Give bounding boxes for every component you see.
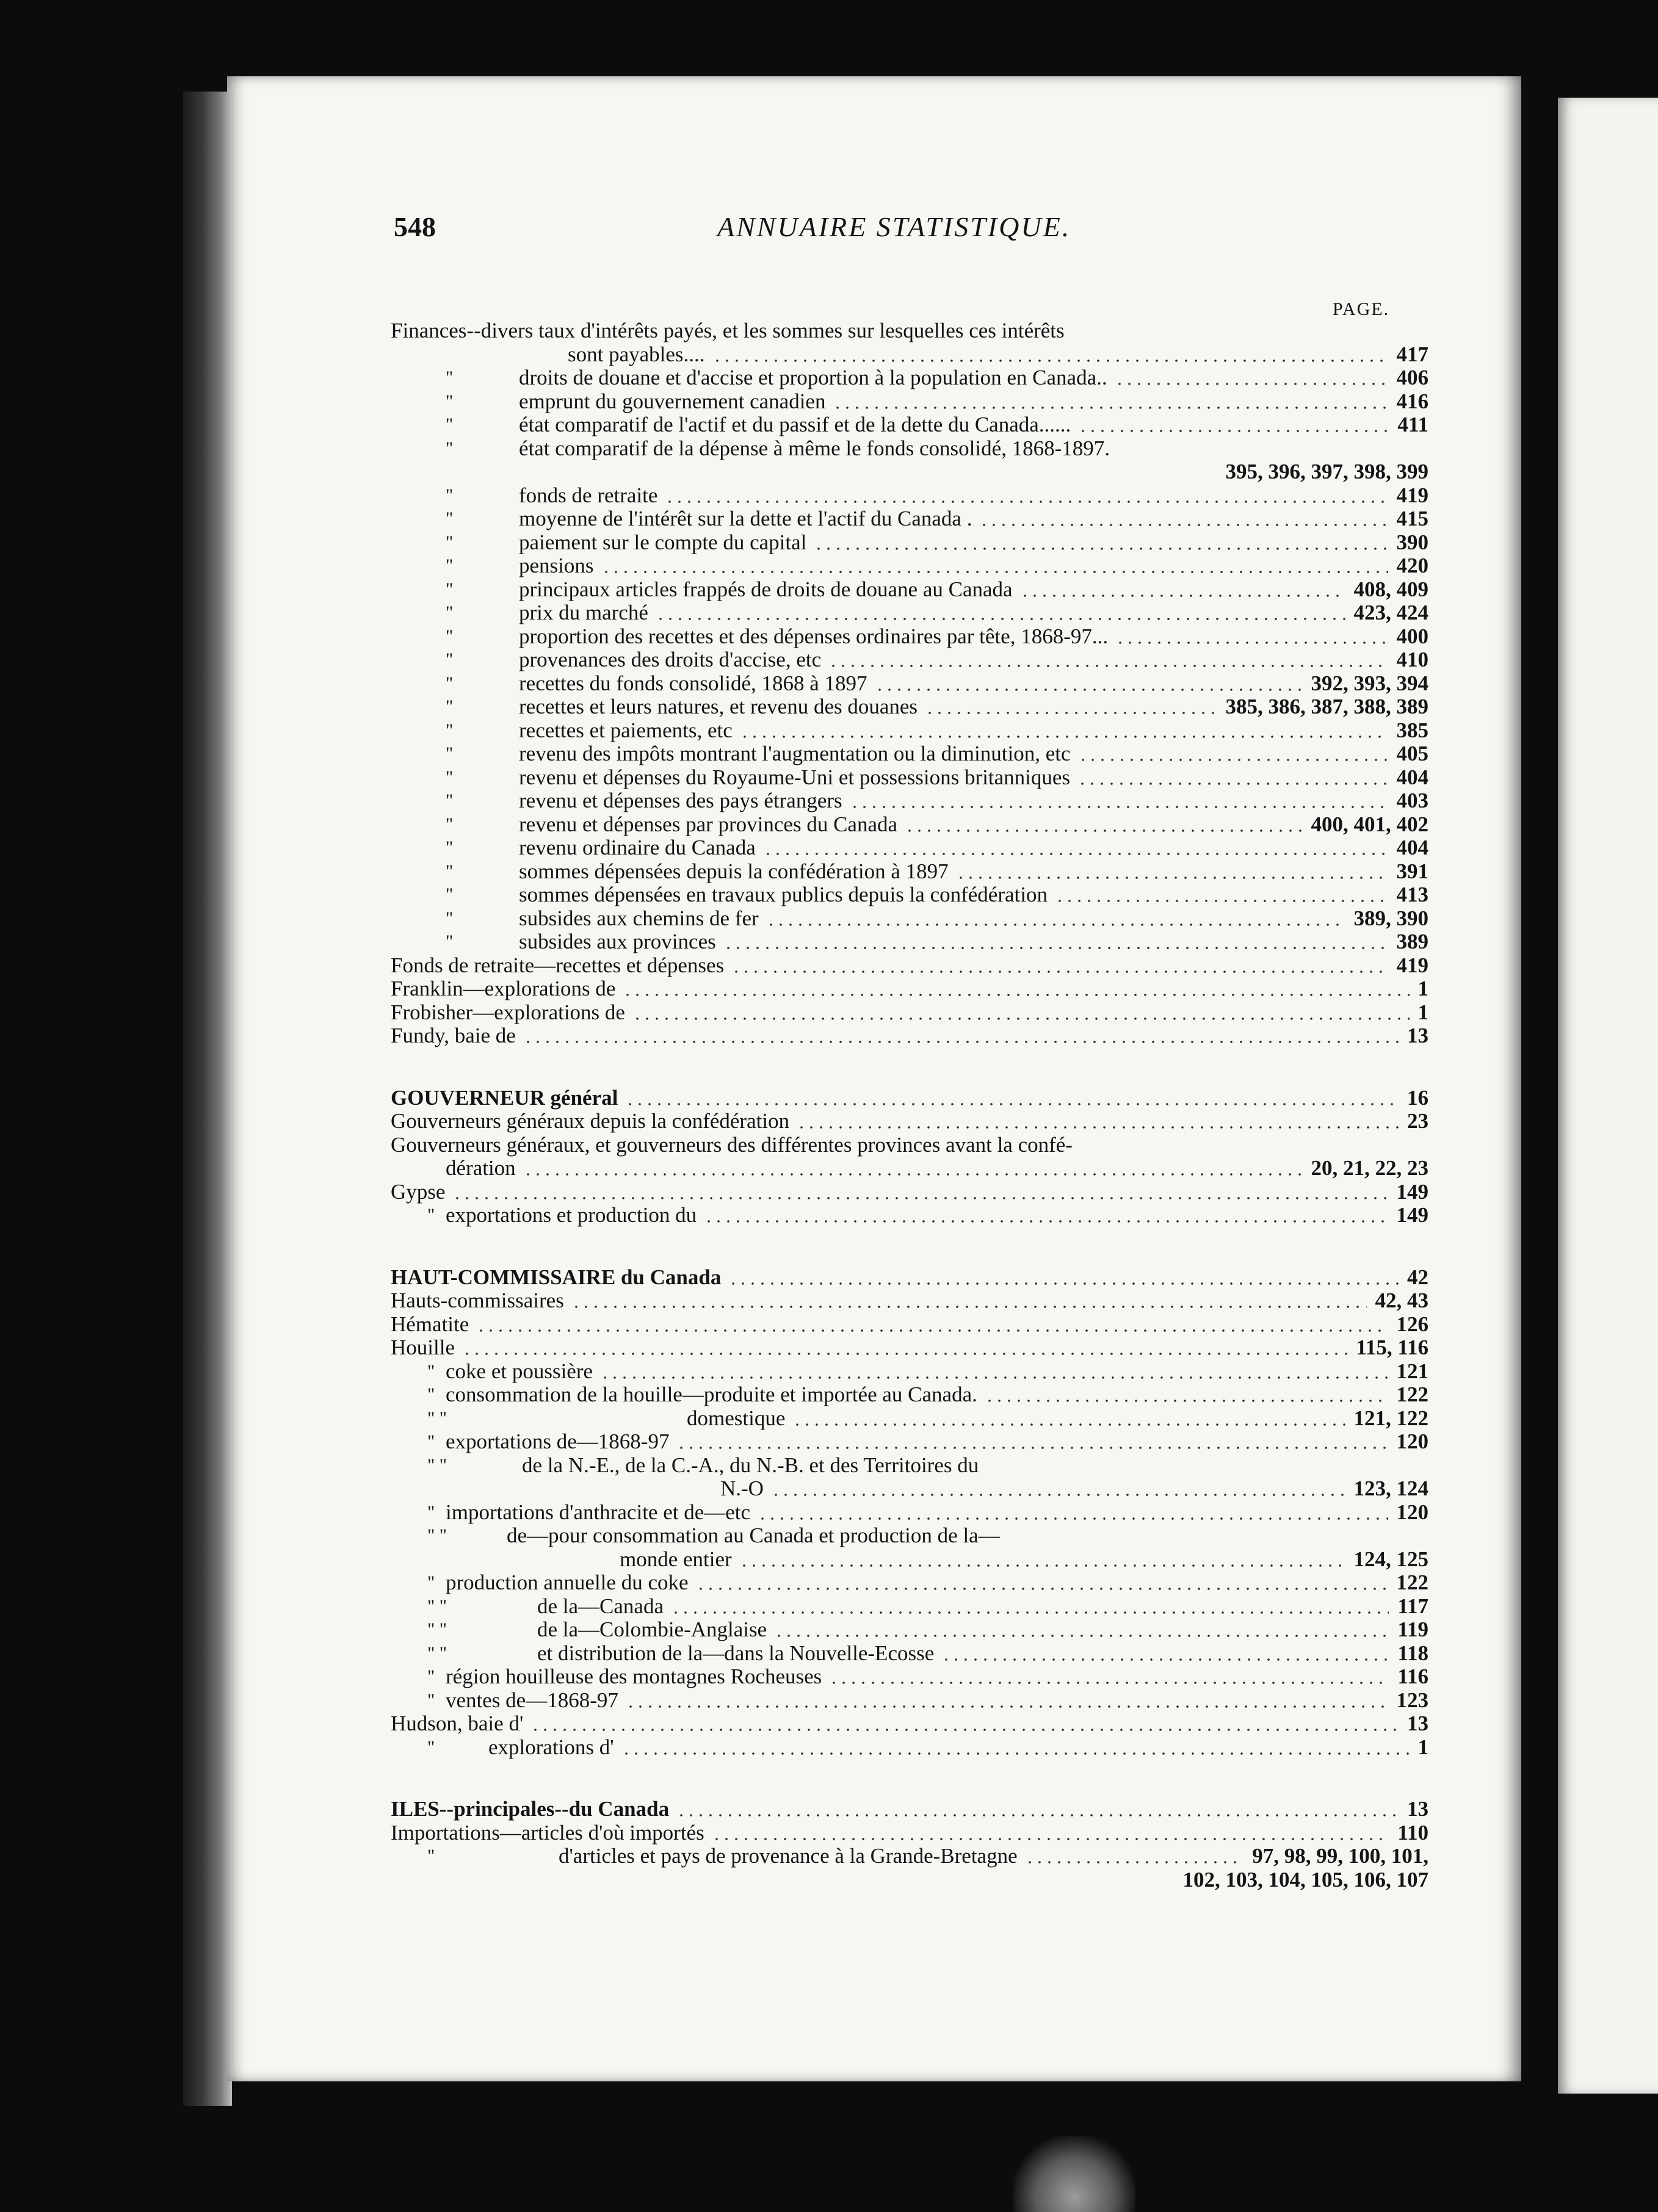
entry-text: domestique xyxy=(687,1406,786,1430)
entry-text: paiement sur le compte du capital xyxy=(519,530,807,554)
page-reference: 389 xyxy=(1396,930,1428,953)
page-reference: 42, 43 xyxy=(1375,1289,1428,1312)
entry-text: revenu et dépenses du Royaume-Uni et possessions britanniques xyxy=(519,765,1071,789)
ditto-mark: " xyxy=(427,1846,435,1866)
dot-leader xyxy=(676,1813,1399,1818)
entry-text: revenu des impôts montrant l'augmentation ou la diminution, etc xyxy=(519,742,1071,765)
dot-leader xyxy=(985,1398,1388,1403)
page-reference: 122 xyxy=(1396,1570,1428,1594)
page-reference: 97, 98, 99, 100, 101, xyxy=(1252,1844,1428,1868)
index-entry xyxy=(391,907,1428,931)
page-column-label: PAGE. xyxy=(1333,299,1390,319)
index-entry xyxy=(391,1133,1428,1157)
entry-text: Gouverneurs généraux, et gouverneurs des différentes provinces avant la confé- xyxy=(391,1132,1073,1157)
index-entry xyxy=(391,742,1428,766)
entry-text: état comparatif de l'actif et du passif et de la dette du Canada...... xyxy=(519,413,1071,436)
dot-leader xyxy=(632,1016,1410,1021)
entry-text: ventes de—1868-97 xyxy=(446,1688,618,1712)
dot-leader xyxy=(665,499,1388,504)
index-entry xyxy=(391,1712,1428,1736)
index-entry xyxy=(391,836,1428,860)
index-entry xyxy=(391,578,1428,602)
index-entry xyxy=(391,1595,1428,1619)
entry-text: Gypse xyxy=(391,1179,446,1204)
dot-leader xyxy=(601,569,1388,574)
entry-text: de—pour consommation au Canada et production de la— xyxy=(507,1523,1000,1547)
page-reference: 411 xyxy=(1397,413,1428,436)
index-entry xyxy=(391,1798,1428,1821)
dot-leader xyxy=(766,922,1345,927)
dot-leader xyxy=(829,1680,1389,1685)
ditto-mark: " xyxy=(446,508,454,529)
entry-text: droits de douane et d'accise et proportion à la population en Canada.. xyxy=(519,366,1107,389)
page-reference: 124, 125 xyxy=(1353,1547,1428,1571)
index-entry xyxy=(391,1407,1428,1431)
page-reference: 415 xyxy=(1396,507,1428,530)
page-reference: 120 xyxy=(1396,1429,1428,1453)
dot-leader xyxy=(623,992,1409,997)
page-reference: 119 xyxy=(1397,1617,1428,1641)
page-reference: 23 xyxy=(1407,1109,1428,1133)
index-entry xyxy=(391,695,1428,719)
page-reference: 1 xyxy=(1417,1000,1428,1024)
index-entry xyxy=(391,648,1428,672)
dot-leader xyxy=(774,1633,1389,1638)
index-entry xyxy=(391,319,1428,343)
page-reference: 405 xyxy=(1396,742,1428,765)
index-entry xyxy=(391,1501,1428,1525)
page-reference: 116 xyxy=(1397,1664,1428,1688)
page-reference: 123 xyxy=(1396,1688,1428,1712)
entry-text: subsides aux chemins de fer xyxy=(519,906,759,930)
page-reference: 13 xyxy=(1407,1024,1428,1047)
dot-leader xyxy=(723,945,1388,950)
page-reference: 16 xyxy=(1407,1085,1428,1110)
entry-text: dération xyxy=(446,1156,516,1180)
ditto-mark: " xyxy=(427,1361,435,1381)
dot-leader xyxy=(1115,381,1388,386)
ditto-mark: " xyxy=(446,673,454,693)
page-reference: 417 xyxy=(1396,342,1428,366)
dot-leader xyxy=(1077,781,1388,786)
running-title: ANNUAIRE STATISTIQUE. xyxy=(717,211,1071,242)
dot-leader xyxy=(704,1219,1388,1224)
ditto-mark: " xyxy=(427,1666,435,1686)
ditto-mark: " xyxy=(446,837,454,858)
dot-leader xyxy=(956,875,1388,880)
entry-text: monde entier xyxy=(620,1547,732,1571)
ditto-mark: " xyxy=(446,743,454,764)
page-reference: 13 xyxy=(1407,1711,1428,1735)
index-entry xyxy=(391,1024,1428,1048)
ditto-mark: " xyxy=(446,884,454,905)
page-reference: 13 xyxy=(1407,1797,1428,1821)
index-entry xyxy=(391,1266,1428,1290)
dot-leader xyxy=(758,1516,1388,1521)
dot-leader xyxy=(452,1196,1388,1201)
ditto-mark: " xyxy=(427,1572,435,1592)
dot-leader xyxy=(875,687,1303,692)
entry-text: de la—Colombie-Anglaise xyxy=(537,1617,767,1641)
entry-text: ILES--principales--du Canada xyxy=(391,1797,670,1821)
dot-leader xyxy=(462,1351,1347,1356)
ditto-mark: " xyxy=(446,696,454,717)
page-reference: 121 xyxy=(1396,1359,1428,1383)
page-reference: 110 xyxy=(1397,1820,1428,1845)
ditto-mark: " xyxy=(427,1502,435,1522)
entry-text: Franklin—explorations de xyxy=(391,977,616,1000)
entry-text: sommes dépensées depuis la confédération à 1897 xyxy=(519,859,949,883)
dot-leader xyxy=(728,1281,1399,1286)
entry-text: Hématite xyxy=(391,1312,469,1336)
entry-text: pensions xyxy=(519,554,594,577)
dot-leader xyxy=(676,1445,1388,1450)
index-entry xyxy=(391,1157,1428,1180)
dot-leader xyxy=(1020,593,1345,598)
entry-text: d'articles et pays de provenance à la Grande-Bretagne xyxy=(559,1844,1018,1868)
index-entry xyxy=(391,413,1428,437)
dot-leader xyxy=(925,710,1217,715)
index-entry xyxy=(391,531,1428,555)
page-number: 548 xyxy=(394,211,436,242)
ditto-mark: " xyxy=(446,767,454,787)
page-reference: 420 xyxy=(1396,554,1428,577)
entry-text: région houilleuse des montagnes Rocheuses xyxy=(446,1664,822,1688)
dot-leader xyxy=(656,616,1345,621)
index-entry xyxy=(391,343,1428,367)
page-reference: 403 xyxy=(1396,789,1428,812)
dot-leader xyxy=(626,1704,1388,1709)
index-entry xyxy=(391,1548,1428,1572)
page-reference: 406 xyxy=(1396,366,1428,389)
entry-text: de la—Canada xyxy=(537,1594,664,1618)
page-header xyxy=(394,211,1432,253)
index-entry xyxy=(391,766,1428,790)
ditto-mark: " xyxy=(446,602,454,623)
page-reference: 1 xyxy=(1417,1735,1428,1759)
ditto-mark: " xyxy=(427,1737,435,1757)
ditto-mark: " xyxy=(446,931,454,952)
ditto-mark: " xyxy=(446,391,454,411)
book-binding xyxy=(183,92,232,2106)
dot-leader xyxy=(731,969,1388,974)
dot-leader xyxy=(828,663,1388,668)
index-entry xyxy=(391,954,1428,978)
ditto-mark: " xyxy=(446,861,454,881)
ditto-mark: " xyxy=(446,367,454,388)
entry-text: proportion des recettes et des dépenses ordinaires par tête, 1868-97... xyxy=(519,624,1109,648)
index-entry xyxy=(391,1736,1428,1760)
index-entry xyxy=(391,930,1428,954)
entry-text: revenu ordinaire du Canada xyxy=(519,836,756,859)
dot-leader xyxy=(476,1328,1388,1333)
index-entry xyxy=(391,460,1428,484)
index-entry xyxy=(391,625,1428,649)
page-reference: 395, 396, 397, 398, 399 xyxy=(1225,460,1428,483)
dot-leader xyxy=(571,1304,1367,1309)
page-reference: 408, 409 xyxy=(1353,577,1428,601)
dot-leader xyxy=(771,1492,1345,1497)
page-reference: 126 xyxy=(1396,1312,1428,1336)
dot-leader xyxy=(696,1586,1388,1591)
entry-text: N.-O xyxy=(720,1476,764,1500)
entry-text: explorations d' xyxy=(488,1735,614,1759)
ditto-mark: " xyxy=(427,1431,435,1451)
ditto-mark: " " xyxy=(427,1596,447,1616)
index-entry xyxy=(391,1821,1428,1845)
ditto-mark: " xyxy=(446,485,454,505)
dot-leader xyxy=(600,1375,1388,1380)
ditto-mark: " xyxy=(427,1205,435,1225)
dot-leader xyxy=(523,1039,1399,1044)
page-reference: 391 xyxy=(1396,859,1428,883)
scan-smudge xyxy=(1013,2136,1135,2212)
page-reference: 118 xyxy=(1397,1641,1428,1665)
page-reference: 390 xyxy=(1396,530,1428,554)
dot-leader xyxy=(1078,428,1389,433)
page-reference: 122 xyxy=(1396,1382,1428,1406)
dot-leader xyxy=(1115,640,1388,645)
index-entry xyxy=(391,1336,1428,1360)
entry-text: Hudson, baie d' xyxy=(391,1711,524,1735)
page-reference: 410 xyxy=(1396,648,1428,671)
entry-text: de la N.-E., de la C.-A., du N.-B. et des Territoires du xyxy=(522,1453,979,1477)
page-reference: 115, 116 xyxy=(1356,1336,1428,1359)
index-entry xyxy=(391,1618,1428,1642)
ditto-mark: " " xyxy=(427,1455,447,1475)
index-entry xyxy=(391,1845,1428,1868)
ditto-mark: " xyxy=(446,790,454,811)
entry-text: fonds de retraite xyxy=(519,483,658,507)
index-entry xyxy=(391,1665,1428,1689)
entry-text: revenu et dépenses des pays étrangers xyxy=(519,789,842,812)
page-reference: 385 xyxy=(1396,718,1428,742)
page-reference: 121, 122 xyxy=(1353,1406,1428,1430)
page-reference: 416 xyxy=(1396,389,1428,413)
dot-leader xyxy=(850,804,1388,809)
page-reference: 385, 386, 387, 388, 389 xyxy=(1225,695,1428,718)
entry-text: Fundy, baie de xyxy=(391,1024,516,1047)
page-reference: 20, 21, 22, 23 xyxy=(1311,1156,1428,1180)
index-entry xyxy=(391,813,1428,837)
entry-text: prix du marché xyxy=(519,601,648,624)
dot-leader xyxy=(763,851,1388,856)
dot-leader xyxy=(1025,1860,1244,1865)
entry-text: coke et poussière xyxy=(446,1359,593,1383)
dot-leader xyxy=(941,1657,1389,1662)
index-entry xyxy=(391,1571,1428,1595)
entry-text: revenu et dépenses par provinces du Canada xyxy=(519,812,898,836)
page-reference: 423, 424 xyxy=(1353,601,1428,624)
entry-text: recettes du fonds consolidé, 1868 à 1897 xyxy=(519,671,867,695)
index-entry xyxy=(391,1430,1428,1454)
index-entry xyxy=(391,883,1428,907)
entry-text: Houille xyxy=(391,1336,455,1359)
entry-text: Fonds de retraite—recettes et dépenses xyxy=(391,953,725,977)
index-entry xyxy=(391,1383,1428,1407)
dot-leader xyxy=(979,522,1388,527)
ditto-mark: " xyxy=(446,908,454,928)
index-entry xyxy=(391,390,1428,414)
dot-leader xyxy=(739,1563,1345,1568)
dot-leader xyxy=(814,546,1388,551)
dot-leader xyxy=(530,1727,1399,1732)
index-entry xyxy=(391,554,1428,578)
page-reference: 149 xyxy=(1396,1203,1428,1227)
index-entry xyxy=(391,1524,1428,1548)
entry-text: moyenne de l'intérêt sur la dette et l'actif du Canada . xyxy=(519,507,972,530)
ditto-mark: " xyxy=(446,579,454,599)
entry-text: sommes dépensées en travaux publics depuis la confédération xyxy=(519,883,1048,906)
index-entry xyxy=(391,1477,1428,1501)
index-entry xyxy=(391,789,1428,813)
entry-text: état comparatif de la dépense à même le fonds consolidé, 1868-1897. xyxy=(519,436,1110,460)
entry-text: Importations—articles d'où importés xyxy=(391,1820,704,1845)
dot-leader xyxy=(712,1837,1389,1842)
index-entry xyxy=(391,672,1428,696)
ditto-mark: " xyxy=(427,1384,435,1404)
dot-leader xyxy=(833,405,1388,410)
page-reference: 1 xyxy=(1417,977,1428,1000)
ditto-mark: " " xyxy=(427,1643,447,1663)
facing-page-edge xyxy=(1558,98,1658,2094)
page-reference: 419 xyxy=(1396,483,1428,507)
index-entry xyxy=(391,1689,1428,1713)
ditto-mark: " " xyxy=(427,1525,447,1545)
ditto-mark: " xyxy=(446,555,454,576)
index-entry xyxy=(391,484,1428,508)
entry-text: principaux articles frappés de droits de douane au Canada xyxy=(519,577,1013,601)
page-reference: 404 xyxy=(1396,836,1428,859)
entry-text: exportations et production du xyxy=(446,1203,697,1227)
entry-text: sont payables.... xyxy=(568,342,705,366)
page-reference: 413 xyxy=(1396,883,1428,906)
entry-text: GOUVERNEUR général xyxy=(391,1085,618,1110)
page-reference: 123, 124 xyxy=(1353,1476,1428,1500)
dot-leader xyxy=(1055,898,1388,903)
entry-text: HAUT-COMMISSAIRE du Canada xyxy=(391,1265,722,1289)
page-reference: 42 xyxy=(1407,1265,1428,1289)
dot-leader xyxy=(1078,757,1388,762)
dot-leader xyxy=(671,1610,1389,1615)
page-reference: 117 xyxy=(1397,1594,1428,1618)
page-reference: 149 xyxy=(1396,1179,1428,1204)
index-entry xyxy=(391,1204,1428,1227)
ditto-mark: " xyxy=(446,720,454,740)
entry-text: exportations de—1868-97 xyxy=(446,1429,670,1453)
dot-leader xyxy=(523,1172,1303,1177)
dot-leader xyxy=(905,828,1302,833)
entry-text: production annuelle du coke xyxy=(446,1570,689,1594)
entry-text: provenances des droits d'accise, etc xyxy=(519,648,822,671)
ditto-mark: " xyxy=(427,1690,435,1710)
entry-text: importations d'anthracite et de—etc xyxy=(446,1500,751,1524)
page-reference: 389, 390 xyxy=(1353,906,1428,930)
index-entry xyxy=(391,1360,1428,1384)
index-entry xyxy=(391,507,1428,531)
index-entry xyxy=(391,1001,1428,1025)
index-rows xyxy=(391,319,1428,1892)
entry-text: Frobisher—explorations de xyxy=(391,1000,625,1024)
index-entry xyxy=(391,1868,1428,1892)
ditto-mark: " xyxy=(446,438,454,458)
page-reference: 120 xyxy=(1396,1500,1428,1524)
index-entry xyxy=(391,1313,1428,1337)
entry-text: Hauts-commissaires xyxy=(391,1289,564,1312)
index-entry xyxy=(391,1086,1428,1110)
dot-leader xyxy=(792,1422,1345,1427)
ditto-mark: " " xyxy=(427,1619,447,1639)
entry-text: recettes et leurs natures, et revenu des douanes xyxy=(519,695,918,718)
index-entry xyxy=(391,601,1428,625)
entry-text: recettes et paiements, etc xyxy=(519,718,733,742)
entry-text: Gouverneurs généraux depuis la confédération xyxy=(391,1109,790,1133)
index-entry xyxy=(391,437,1428,461)
ditto-mark: " xyxy=(446,626,454,646)
index-entry xyxy=(391,977,1428,1001)
ditto-mark: " xyxy=(446,649,454,670)
entry-text: consommation de la houille—produite et importée au Canada. xyxy=(446,1382,977,1406)
index-entry xyxy=(391,1110,1428,1133)
index-entry xyxy=(391,1642,1428,1666)
ditto-mark: " xyxy=(446,414,454,435)
page-reference: 400 xyxy=(1396,624,1428,648)
ditto-mark: " xyxy=(446,814,454,834)
index-entry xyxy=(391,1180,1428,1204)
index-entry xyxy=(391,860,1428,884)
dot-leader xyxy=(621,1751,1410,1756)
index-entry xyxy=(391,366,1428,390)
index-entry xyxy=(391,1454,1428,1478)
index-entry xyxy=(391,719,1428,743)
entry-text: subsides aux provinces xyxy=(519,930,716,953)
dot-leader xyxy=(740,734,1388,739)
page-reference: 400, 401, 402 xyxy=(1311,812,1428,836)
entry-text: Finances--divers taux d'intérêts payés, et les sommes sur lesquelles ces intérêts xyxy=(391,319,1065,342)
entry-text: et distribution de la—dans la Nouvelle-Ecosse xyxy=(537,1641,935,1665)
entry-text: emprunt du gouvernement canadien xyxy=(519,389,826,413)
dot-leader xyxy=(712,358,1388,363)
page-reference: 419 xyxy=(1396,953,1428,977)
index-entry xyxy=(391,1289,1428,1313)
page-reference: 102, 103, 104, 105, 106, 107 xyxy=(1182,1867,1428,1892)
page-reference: 392, 393, 394 xyxy=(1311,671,1428,695)
dot-leader xyxy=(797,1125,1399,1130)
page-reference: 404 xyxy=(1396,765,1428,789)
ditto-mark: " xyxy=(446,532,454,552)
ditto-mark: " " xyxy=(427,1408,447,1428)
dot-leader xyxy=(625,1102,1399,1107)
